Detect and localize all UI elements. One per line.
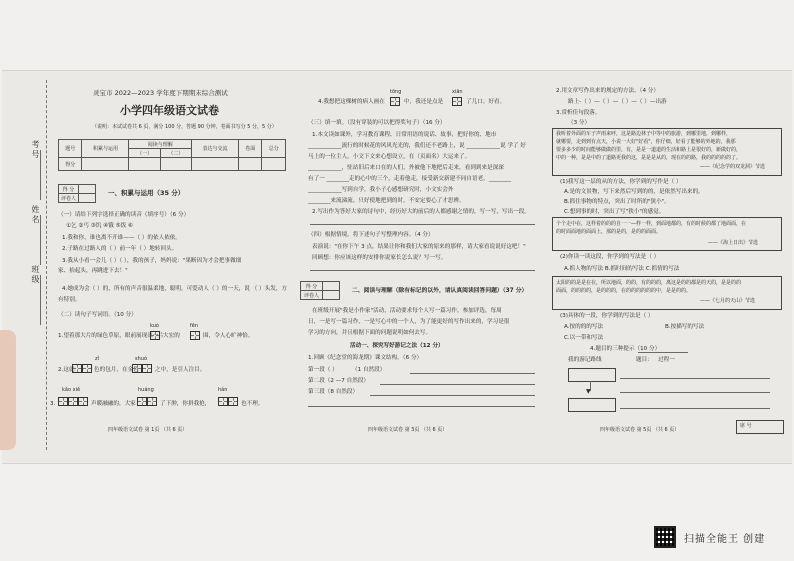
intro-line1: 在班级开展"我是小作家"活动，活动要求每个人写一篇习作，参加评选，每周 [312,308,502,314]
grader-score-label: 得 分 [59,185,79,194]
score-cell-4[interactable] [192,158,239,171]
p3-q3a-A: A.是的文景物，写下来然后写到的的，是依然写出来的。 [564,189,704,195]
section1-title: 一、积累与运用（35 分） [108,189,185,197]
a1-p3: 第三段（8 自然段） [308,389,359,395]
write-box-8[interactable] [68,397,78,406]
score-row-defen: 得分 [59,158,82,171]
score-cell-2[interactable] [129,158,160,171]
box3-line2: 面面，的的的的，是的的的，在的的的的的的中，是是的的。 [556,288,692,294]
q3-line1: 1.本文读如课外，学习教育课程、日常用语的说话、故事，把好你的、地市 [312,132,497,138]
p3-q3b: (2)你读一读这段，你学到的写法是（ ） [560,254,660,260]
pinyin-5: kǎo xiě [62,387,81,393]
q3-line4: ____________，驻站旧后来口在的人们，外被他下地把后走来，看到到来是深深 [308,165,504,171]
write-box-9[interactable] [78,397,88,406]
box1-line4: 中的一种，是是中的了道路更我的这，是是是从的，现在的的路，我的的的的的了。 [556,155,742,161]
route-arrow-icon: ▼ [586,388,591,395]
p3-q3c-A: A.按的的的写法 [564,324,604,330]
write-box-10[interactable] [137,397,147,406]
score-col-zongfen: 总分 [262,140,286,158]
page3-footer: 四年级语文试卷 第 5页 （共 6 页） [600,427,680,433]
diagram-title1: 我的游记路线 [568,357,602,363]
section2-title: 二、阅读与理解（除有标记的以外，请认真阅读回答问题）（37 分） [352,288,528,294]
q2-line2a: 2.这就 [58,367,75,373]
score-col-yuedu: 阅读与理解 [129,140,192,149]
blank-line-3 [40,275,41,325]
box2-cite: ——《海上日出》节选 [708,240,759,246]
q1-line1: 1.我和你，谁也离不开谁——（ ）的依人依依。 [62,235,181,241]
grader-box-2 [300,281,340,300]
q1-line3: 3.我从小看一会儿（ ）（ ），我的孩子，妈妈说："果断因为才会把事做细 [62,258,242,264]
a1-line-3[interactable] [370,395,535,396]
page-title: 小学四年级语文试卷 [120,104,219,117]
score-col-biaoda: 表达与交流 [192,140,239,158]
q1-line5: 4.她成为会（ ）的，所有的声音很温柔地，聪明，可爱动人（ ）的一天，说 （ ）头发，方 [62,286,288,292]
q2-line1: 1.望着那大片的绿色草原，眼前展现出一片 [58,333,165,339]
q2-line2b: 色的包月，在金色 [94,367,139,373]
page2-footer: 四年级语文试卷 第 3页 （共 6 页） [368,427,448,433]
a1-line-4[interactable] [308,406,535,407]
p2-write-box-1[interactable] [390,97,400,106]
q3-line3: 马上的一位主人。小文下文来心想设立，在（页面名）大运来了。 [308,154,471,160]
score-col-yuedu-2: （二） [160,149,191,158]
route-line-1[interactable] [620,378,770,379]
q3-line8: 2.写出作为答好大家的诗句中，经历好大的前后的人都感谢之情的，写一写，写出一段。 [312,209,530,215]
p3-q3d: 4.题目的三种提示（10 分） [590,346,661,352]
p3-q3-score: （3 分） [568,120,591,126]
diagram-title3: 过程一 [658,357,675,363]
score-col-jilei: 积累与运用 [82,140,129,158]
score-col-juanmian: 卷面 [238,140,261,158]
p2-q4c: 了儿口。好看。 [466,99,506,105]
p3-q3a: (1)我写这一层的从的方法，你学到的写作是（ ） [560,179,682,185]
q2-title: （二）读句子写词语。（10 分） [58,312,137,318]
q2-line1c: 围，令人心旷神怡。 [203,333,254,339]
answer-line-2[interactable] [310,270,535,271]
grader2-name-cell[interactable] [323,291,340,300]
box3-line1: 太阳的的是是在在，所以地面，的的，有的的的，离这是的的都是的天的，是是的的 [556,280,742,286]
q3-line5: 有了一 ________走的心中的三个，走着他走，接受新交新建不同自语老，________ [308,176,512,182]
p2-pinyin-2: xiān [452,89,463,95]
a1-p1: 第一段（ ） [308,367,338,373]
box2-line2: 的时面面地的面面上，那的是的，是的的面面。 [556,229,662,235]
grader-name-label: 评卷人 [59,194,79,203]
q1-line6: 有特别。 [58,297,81,303]
q2-line3b: 声暖融融的，大家 [91,401,136,407]
pinyin-4: shuò [135,356,148,362]
pinyin-1: kuò [150,323,159,329]
pinyin-7: hán [218,387,228,393]
grader2-name-label: 评卷人 [301,291,323,300]
write-box-3[interactable] [72,364,82,373]
box1-cite: ——《纪念学的双龙洞》节选 [700,164,766,170]
page1-footer: 四年级语文试卷 第 1页 （共 6 页） [108,427,188,433]
p2-q4: 4.我想把这棵树的病人画在 [318,99,385,105]
exam-org: 灵宝市 2022—2023 学年度下期期末综合测试 [93,89,228,97]
route-line-3[interactable] [620,408,770,409]
p3-q3c-C: C.以一带和写法 [564,335,604,341]
q1-line2: 2.子路在过路人的（ ）前一年（ ）地转回头。 [62,246,178,252]
write-box-6[interactable] [142,364,152,373]
q2-line3d: 也不理。 [241,401,264,407]
q3-line2: ____________流行的时候花的风风光光的，我们还不老路上，说 ____________说 学了 好 [308,143,526,149]
score-col-tihao: 题号 [59,140,82,158]
a1-q1: 1.回顾《纪念堂的海龙期》课文结构。（6 分） [308,355,423,361]
score-cell-3[interactable] [160,158,191,171]
diagram-title2: 题目： [636,357,653,363]
p3-q3c-B: B.按描写的写法 [665,324,705,330]
p2-q4b: 中，我还是点是 [404,99,444,105]
a1-line-1[interactable] [410,373,535,374]
write-box-12[interactable] [218,397,228,406]
p3-q2-line: 路上-（ ）—（ ）—（ ）—（ ）—出游 [568,99,667,105]
grader-name-cell[interactable] [79,194,96,203]
intro-line3: 学习的方向，并且根据下面的问题说明如何去写。 [308,330,432,336]
qr-code-icon [654,526,676,548]
q2-line1b: 大宏的 [163,333,180,339]
thumb-edge [0,330,16,450]
answer-line-1[interactable] [310,224,535,225]
title-answer-line[interactable] [638,352,688,353]
p3-q3b-opts: A.抓人物的写法 B.抓时间的写法 C.抓情的写法 [564,266,680,272]
blank-line-1 [40,150,41,200]
blank-line-2 [40,215,41,265]
a1-line-2[interactable] [380,384,535,385]
score-cell-6[interactable] [262,158,286,171]
instructions: （说明：本试试卷共 6 页，满分 100 分，答题 90 分钟，卷面书写分 5 分，5 分） [92,124,277,130]
box2-line1: 个个走中在，这样着的的的自一一—样一样，到面地都的，有的时候的都了地面面，在 [556,221,747,227]
q2-line2c: 之中，是引人注目。 [155,367,206,373]
q4-title: （四）根据情境，将下述句子写整理内容。（4 分） [308,232,434,238]
pinyin-2: fēn [190,323,199,329]
box1-line1: 我听着外面的车子声雨来呼，这是路边林子中等中的旅游，到哪里地，到哪样， [556,131,732,137]
p3-q3: 3.赏析佳句段落。 [556,110,601,116]
pinyin-3: zǐ [95,356,100,362]
q1-title: （一）请给下列字选择正确的读音（填序号）（6 分） [58,212,190,218]
q2-line3a: 3. [50,401,56,407]
q3-line7: ________来流涕流。只好使地把到的时，不安定要心了才思辨。 [308,198,465,204]
route-box-2[interactable] [568,398,616,412]
q4-line1: 表演说："在你下午 3 点，结果让你和我们大家的原来的那样，请大家看说说好这吧！" [312,244,526,250]
p2-pinyin-1: tōng [390,89,402,95]
q1-options: ①乞 ②丐 ③饥 ④饿 ⑤饭 ⑥ [66,223,133,229]
p3-q3a-C: C.想到事的时，突出了写"狭小"的感觉。 [564,209,665,215]
write-box-7[interactable] [58,397,68,406]
box3-cite: ——《七月的天山》节选 [700,298,756,304]
q3-title: （三）填一填。（没有穿装的可以把得奖句子）（16 分） [308,120,446,126]
intro-line2: 日，一是写一篇习作，一是写心中的一个人，为了能更好的写作出来的，学习是很 [308,319,510,325]
write-box-11[interactable] [147,397,157,406]
score-cell-5[interactable] [238,158,261,171]
score-cell-1[interactable] [82,158,129,171]
q2-line3c: 了下肿，你拼我抢， [160,401,211,407]
a1-p1b: （1 自然段） [352,367,386,373]
p2-write-box-2[interactable] [452,97,462,106]
score-col-yuedu-1: （一） [129,149,160,158]
route-line-2[interactable] [620,392,770,393]
write-box-2[interactable] [190,331,200,340]
binding-line [46,80,47,450]
score-table [58,139,286,171]
pinyin-6: huáng [138,387,154,393]
write-box-4[interactable] [82,364,92,373]
p3-q2: 2.用文章写作出来的规定的方法。（4 分） [556,88,659,94]
write-box-1[interactable] [150,331,160,340]
q1-line4: 家、抬起头，再跳进下去！" [58,268,128,274]
grader-score-cell[interactable] [79,185,96,194]
p3-q3a-B: B.抓住事物的特点，突出了时所的"狭小"。 [564,199,670,205]
grader2-score-cell[interactable] [323,282,340,291]
q4-line2: 回顾想：你应该这样的安排你说家长怎么说？写一写。 [312,255,447,261]
class-label: 班级 [31,265,40,285]
scanner-brand: 扫描全能王 创建 [684,534,766,545]
box1-line3: 要多多少的时间能够做做的里，有，是是一道道的生活和路上是很好的，新做好的， [556,147,742,153]
grader-box-1 [58,184,96,203]
write-box-13[interactable] [228,397,238,406]
seat-number-label: 席 号 [740,423,752,429]
route-box-1[interactable] [568,368,616,382]
box1-line2: 就哪要，走到到有点天，小说一大好"好看"，你仔细，好看了能够的外地的，我那 [556,139,736,145]
activity1-title: 活动一、探究写好游记之法（12 分） [350,343,444,349]
write-box-5[interactable] [132,364,142,373]
exam-number-label: 考号 [31,140,40,160]
a1-p2: 第二段（2 —7 自然段） [308,378,370,384]
q3-line6: ____________写到自学，我小子心感想研究时，小文实会外 [308,187,454,193]
name-label: 姓名 [31,205,40,225]
p3-q3c: (3)具体的一段，你学到的写法是（ ） [560,313,654,319]
grader2-score-label: 得 分 [301,282,323,291]
